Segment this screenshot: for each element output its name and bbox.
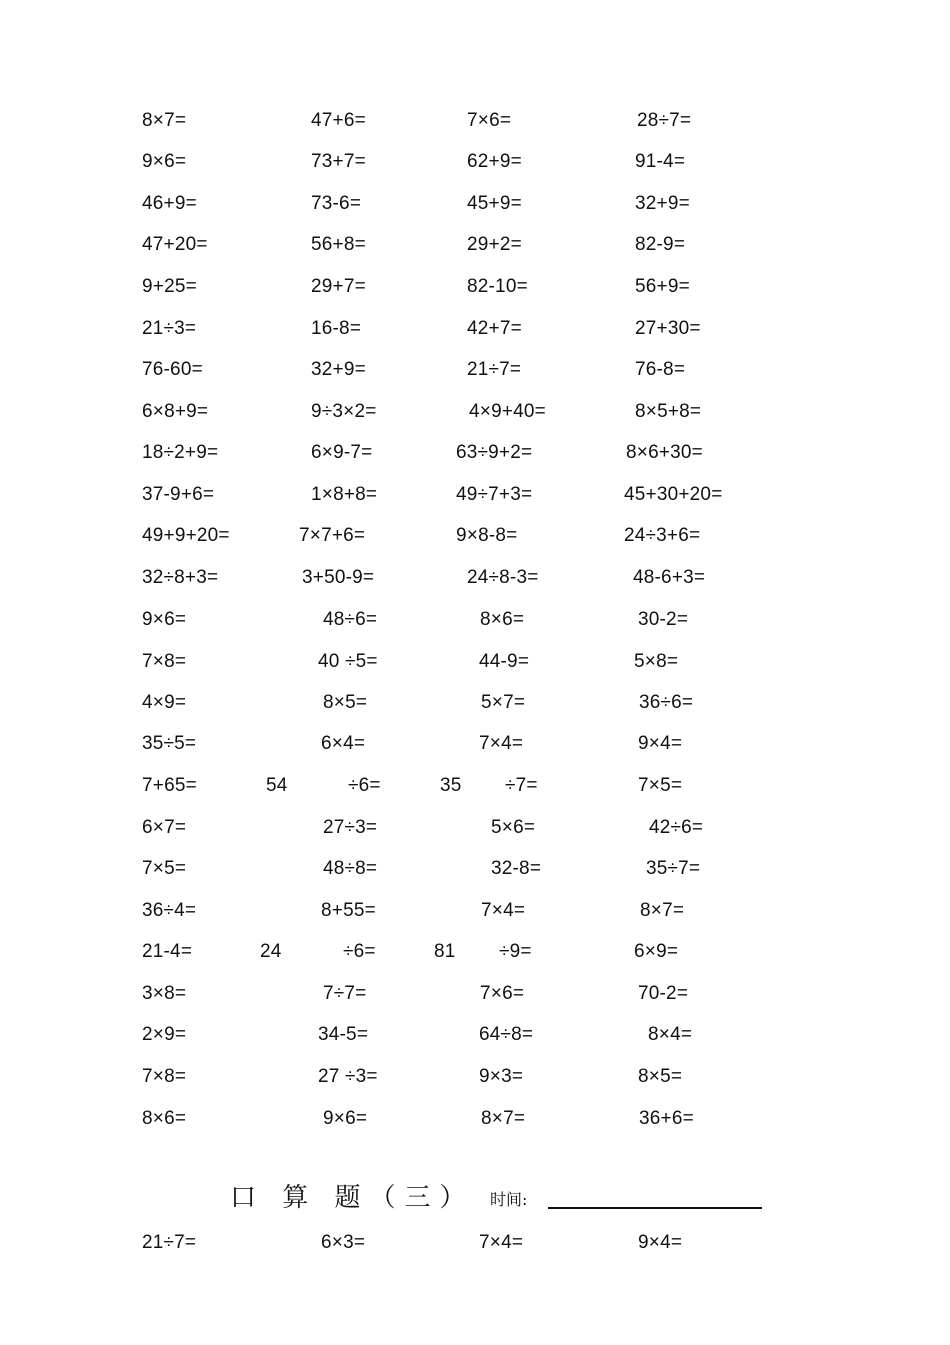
problem-row (0, 1062, 950, 1092)
problem-cell: 7×8= (142, 651, 187, 672)
problem-cell: 48÷8= (323, 858, 378, 879)
section-title: 口 算 题（三） (230, 1183, 475, 1213)
problem-cell: ÷7= (505, 775, 538, 796)
problem-cell: 7×4= (481, 900, 526, 921)
problem-cell: 7+65= (142, 775, 197, 796)
problem-cell: 21÷7= (467, 359, 522, 380)
problem-cell: 81 (434, 941, 456, 962)
problem-row (0, 314, 950, 344)
problem-row (0, 189, 950, 219)
problem-cell: 73-6= (311, 193, 362, 214)
problem-row (0, 813, 950, 843)
problem-row (0, 1020, 950, 1050)
problem-cell: 4×9= (142, 692, 187, 713)
time-label: 时间: (490, 1190, 528, 1209)
problem-cell: 16-8= (311, 318, 362, 339)
problem-row (0, 230, 950, 260)
problem-cell: 1×8+8= (311, 484, 378, 505)
problem-row (0, 647, 950, 677)
problem-cell: 56+8= (311, 234, 366, 255)
problem-cell: 5×7= (481, 692, 526, 713)
problem-cell: 8×6+30= (626, 442, 703, 463)
problem-cell: 8×7= (481, 1108, 526, 1129)
problem-cell: 62+9= (467, 151, 522, 172)
problem-cell: 6×8+9= (142, 401, 209, 422)
problem-cell: 82-10= (467, 276, 528, 297)
problem-cell: 36+6= (639, 1108, 694, 1129)
problem-cell: 28÷7= (637, 110, 692, 131)
problem-cell: 8×5= (323, 692, 368, 713)
problem-cell: 8×7= (142, 110, 187, 131)
problem-cell: 36÷6= (639, 692, 694, 713)
problem-cell: 9×6= (142, 609, 187, 630)
problem-cell: ÷9= (499, 941, 532, 962)
problem-cell: 32-8= (491, 858, 542, 879)
problem-cell: 27 ÷3= (318, 1066, 378, 1087)
problem-cell: 7×5= (638, 775, 683, 796)
problem-cell: 24÷8-3= (467, 567, 539, 588)
problem-cell: 21÷7= (142, 1232, 197, 1253)
problem-cell: 7×5= (142, 858, 187, 879)
problem-row (0, 729, 950, 759)
problem-cell: 7×4= (479, 733, 524, 754)
problem-cell: 47+20= (142, 234, 208, 255)
problem-cell: 21÷3= (142, 318, 197, 339)
problem-cell: 29+2= (467, 234, 522, 255)
problem-cell: 45+9= (467, 193, 522, 214)
problem-cell: 21-4= (142, 941, 193, 962)
problem-cell: 6×3= (321, 1232, 366, 1253)
problem-cell: 9+25= (142, 276, 197, 297)
problem-cell: 40 ÷5= (318, 651, 378, 672)
problem-cell: 6×4= (321, 733, 366, 754)
problem-row (0, 521, 950, 551)
problem-cell: 47+6= (311, 110, 366, 131)
problem-row (0, 605, 950, 635)
problem-cell: 42÷6= (649, 817, 704, 838)
problem-cell: 30-2= (638, 609, 689, 630)
problem-cell: 64÷8= (479, 1024, 534, 1045)
problem-cell: 42+7= (467, 318, 522, 339)
problem-cell: 7×6= (480, 983, 525, 1004)
problem-row (0, 979, 950, 1009)
problem-cell: 3×8= (142, 983, 187, 1004)
problem-cell: 8×4= (648, 1024, 693, 1045)
problem-cell: 24÷3+6= (624, 525, 701, 546)
problem-cell: 54 (266, 775, 288, 796)
problem-row (0, 771, 950, 801)
problem-row (0, 854, 950, 884)
problem-row (0, 1104, 950, 1134)
problem-cell: 7×7+6= (299, 525, 366, 546)
problem-cell: 76-8= (635, 359, 686, 380)
problem-cell: 49÷7+3= (456, 484, 533, 505)
problem-cell: 44-9= (479, 651, 530, 672)
problem-row (0, 147, 950, 177)
problem-row (0, 438, 950, 468)
problem-row (0, 1228, 950, 1258)
problem-cell: 6×7= (142, 817, 187, 838)
problem-cell: 7×4= (479, 1232, 524, 1253)
problem-cell: 48-6+3= (633, 567, 706, 588)
problem-cell: 8×7= (640, 900, 685, 921)
problem-cell: 4×9+40= (469, 401, 546, 422)
problem-cell: 48÷6= (323, 609, 378, 630)
problem-cell: 36÷4= (142, 900, 197, 921)
problem-cell: 35 (440, 775, 462, 796)
problem-cell: 8×5= (638, 1066, 683, 1087)
problem-cell: 49+9+20= (142, 525, 230, 546)
problem-cell: 35÷7= (646, 858, 701, 879)
problem-cell: 9×3= (479, 1066, 524, 1087)
problem-cell: 32+9= (635, 193, 690, 214)
problem-cell: 8+55= (321, 900, 376, 921)
problem-cell: ÷6= (348, 775, 381, 796)
problem-cell: 9×6= (323, 1108, 368, 1129)
problem-cell: 5×8= (634, 651, 679, 672)
problem-cell: 46+9= (142, 193, 197, 214)
problem-cell: 76-60= (142, 359, 203, 380)
problem-row (0, 355, 950, 385)
problem-cell: 9×4= (638, 1232, 683, 1253)
problem-cell: 82-9= (635, 234, 686, 255)
problem-cell: ÷6= (343, 941, 376, 962)
problem-cell: 6×9-7= (311, 442, 373, 463)
problem-row (0, 688, 950, 718)
problem-cell: 73+7= (311, 151, 366, 172)
problem-cell: 9×6= (142, 151, 187, 172)
problem-cell: 9×8-8= (456, 525, 518, 546)
problem-row (0, 480, 950, 510)
problem-cell: 91-4= (635, 151, 686, 172)
problem-cell: 24 (260, 941, 282, 962)
problem-row (0, 397, 950, 427)
problem-cell: 70-2= (638, 983, 689, 1004)
problem-cell: 34-5= (318, 1024, 369, 1045)
problem-cell: 7÷7= (323, 983, 367, 1004)
problem-cell: 7×6= (467, 110, 512, 131)
problem-cell: 7×8= (142, 1066, 187, 1087)
problem-cell: 27÷3= (323, 817, 378, 838)
problem-cell: 56+9= (635, 276, 690, 297)
problem-cell: 27+30= (635, 318, 701, 339)
problem-cell: 45+30+20= (624, 484, 723, 505)
problem-cell: 32+9= (311, 359, 366, 380)
problem-cell: 5×6= (491, 817, 536, 838)
problem-row (0, 272, 950, 302)
problem-cell: 8×5+8= (635, 401, 702, 422)
problem-cell: 3+50-9= (302, 567, 375, 588)
problem-row (0, 937, 950, 967)
time-answer-line[interactable] (548, 1207, 762, 1209)
problem-cell: 32÷8+3= (142, 567, 219, 588)
problem-cell: 6×9= (634, 941, 679, 962)
problem-cell: 35÷5= (142, 733, 197, 754)
problem-row (0, 896, 950, 926)
problem-cell: 9÷3×2= (311, 401, 377, 422)
problem-cell: 37-9+6= (142, 484, 215, 505)
problem-cell: 8×6= (480, 609, 525, 630)
problem-cell: 9×4= (638, 733, 683, 754)
problem-cell: 8×6= (142, 1108, 187, 1129)
problem-cell: 18÷2+9= (142, 442, 219, 463)
problem-cell: 2×9= (142, 1024, 187, 1045)
problem-row (0, 106, 950, 136)
problem-row (0, 563, 950, 593)
problem-cell: 63÷9+2= (456, 442, 533, 463)
problem-cell: 29+7= (311, 276, 366, 297)
